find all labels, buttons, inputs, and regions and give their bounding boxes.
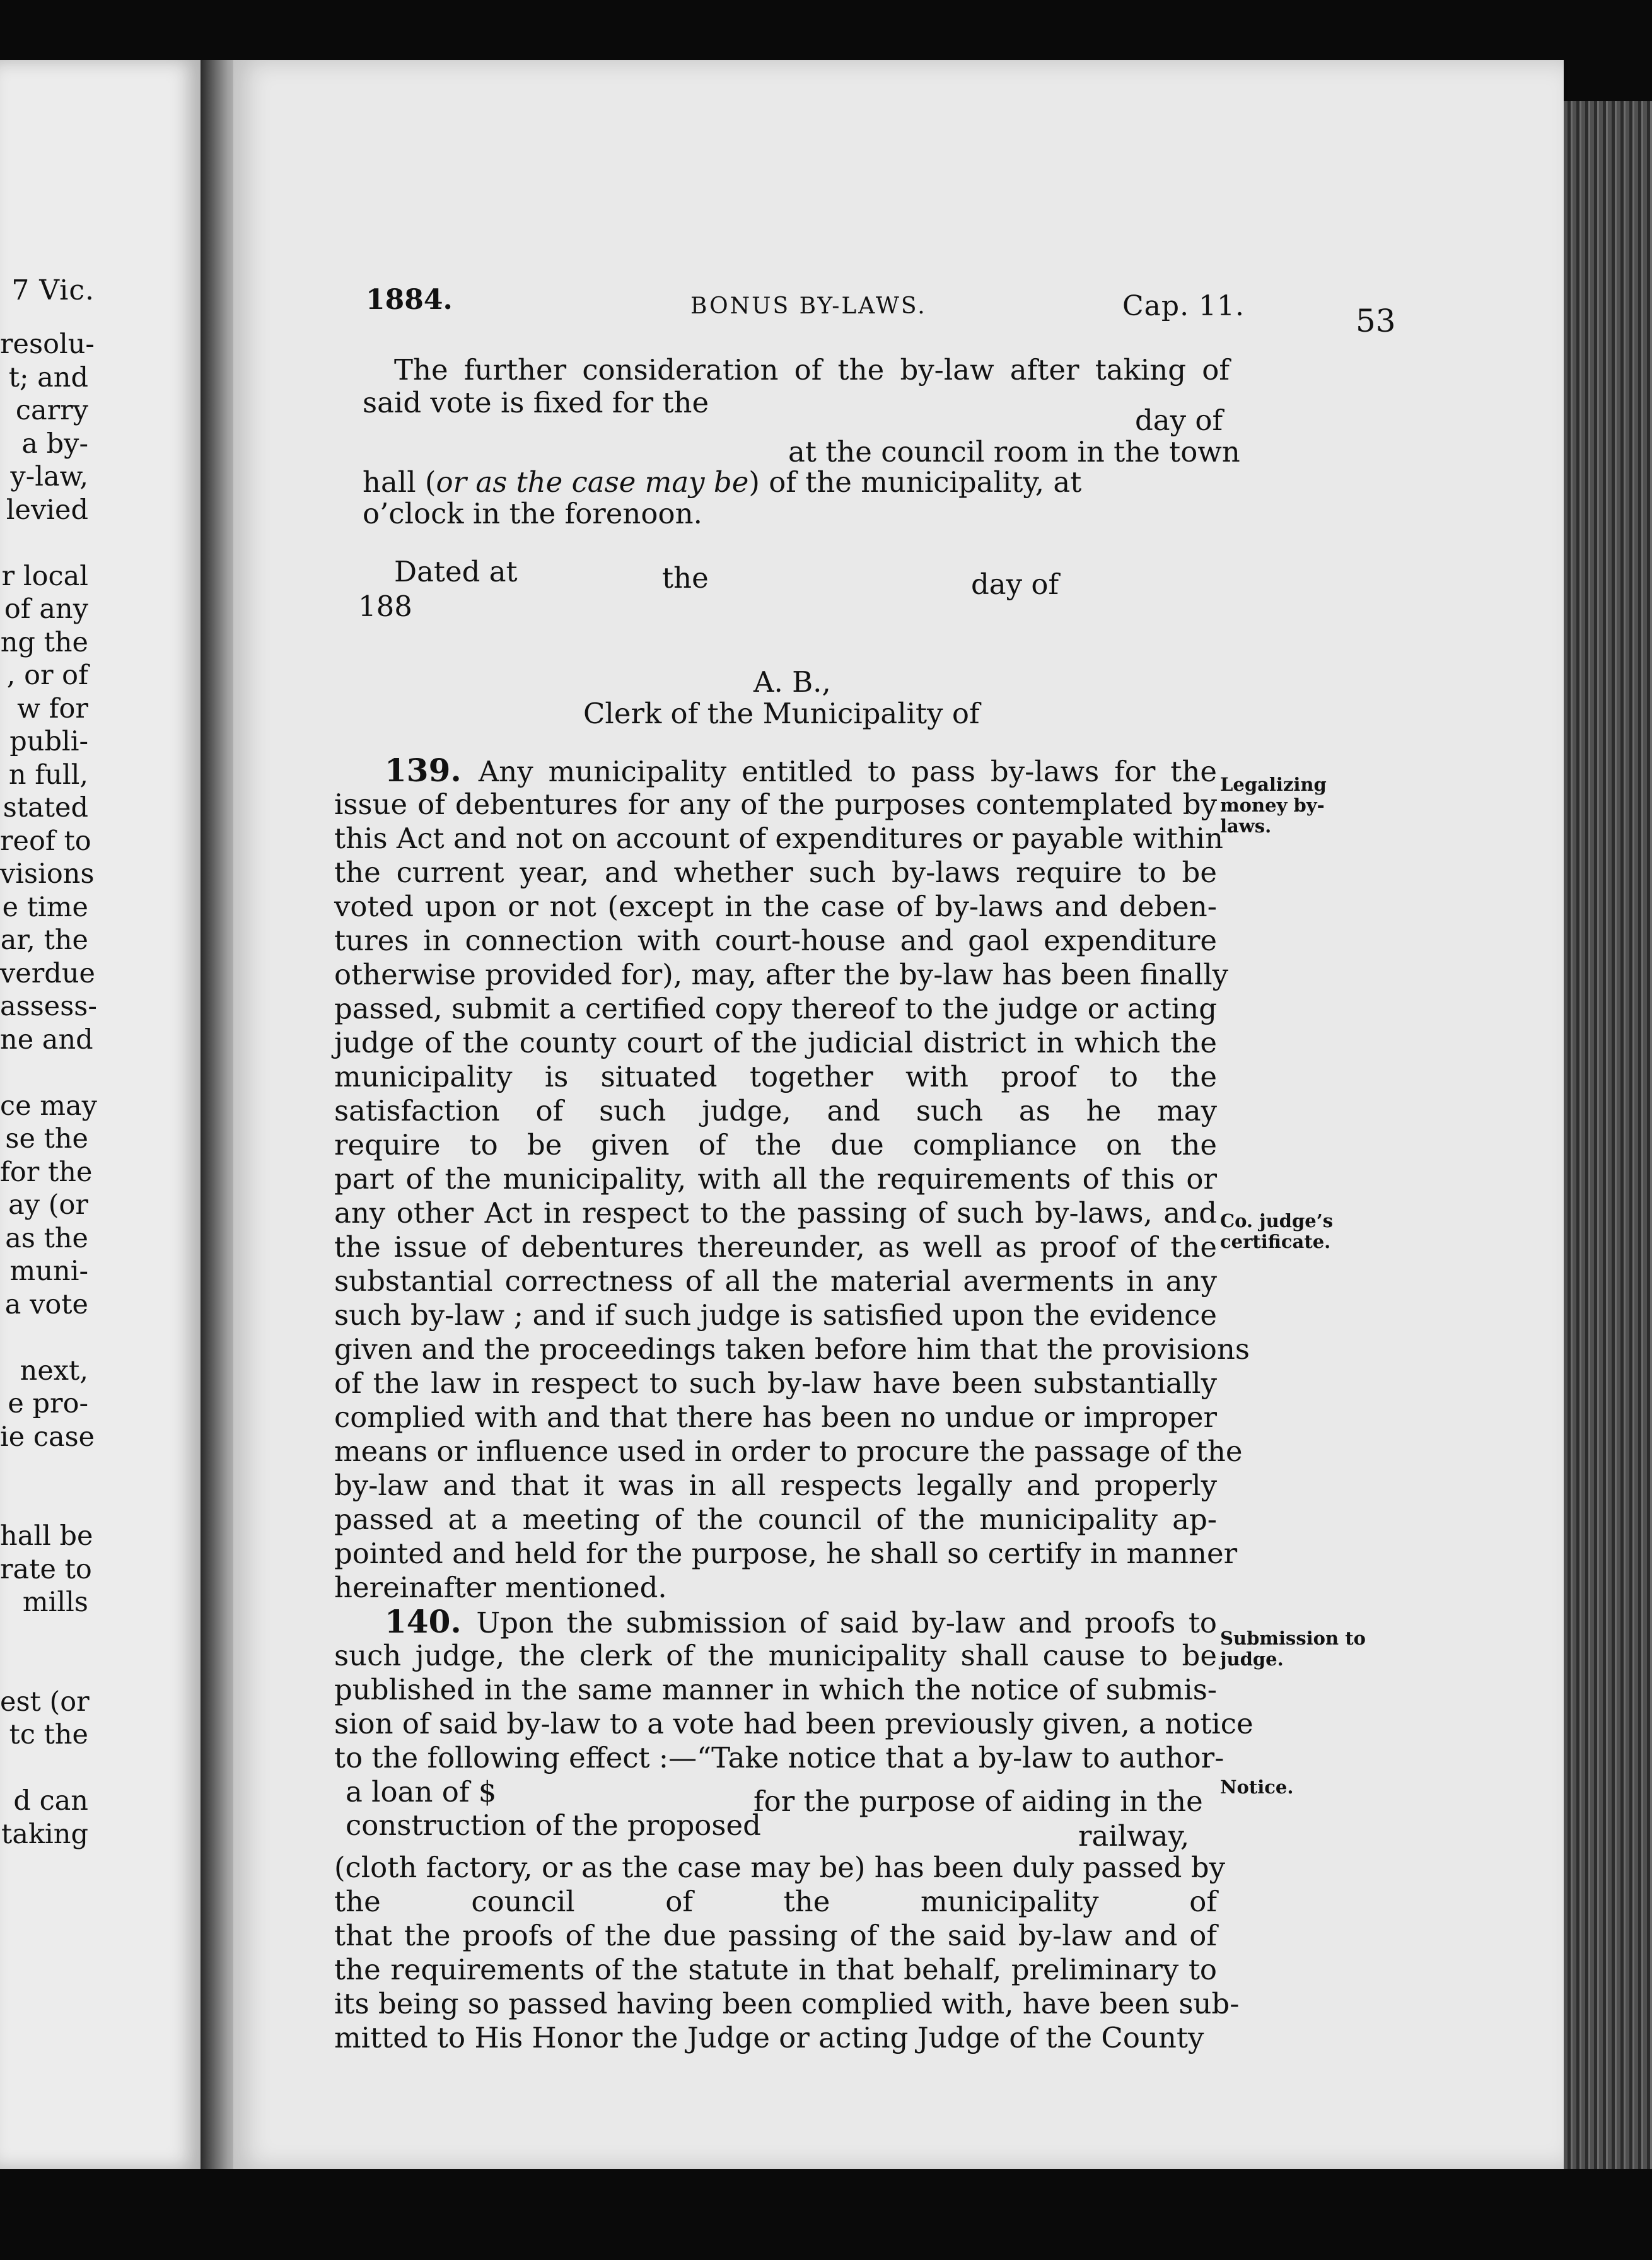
- text-line: tures in connection with court-house and gaol expenditure: [334, 924, 1217, 957]
- signature-title: Clerk of the Municipality of: [583, 697, 980, 730]
- left-page-line: rate to: [0, 1553, 92, 1585]
- left-page-line: resolu-: [0, 329, 95, 360]
- text-line-content: Upon the submission of said by-law and proofs to: [476, 1606, 1217, 1640]
- dated-year: 188: [358, 590, 412, 623]
- left-page-line: est (or: [0, 1686, 90, 1718]
- text-line: complied with and that there has been no undue or improper: [334, 1401, 1217, 1434]
- railway-text: railway,: [1078, 1819, 1190, 1853]
- left-page-line: visions: [0, 858, 95, 890]
- text-line: this Act and not on account of expenditures or payable within: [334, 822, 1223, 855]
- left-page-line: ay (or: [8, 1189, 88, 1221]
- text-line: hereinafter mentioned.: [334, 1571, 667, 1604]
- left-page-line: a vote: [4, 1288, 88, 1320]
- notice-line-text: hall (or as the case may be) of the municipality, at: [363, 465, 1082, 499]
- bottom-shadow: [201, 2169, 1652, 2260]
- dated-at-label: Dated at: [394, 555, 518, 588]
- text-line: [334, 1605, 1217, 1639]
- left-page-line: , or of: [6, 660, 88, 691]
- margin-note-legalizing: Legalizing money by-laws.: [1220, 774, 1327, 837]
- text-line-content: Any municipality entitled to pass by-laws for the: [478, 755, 1217, 788]
- page-edges: [1564, 101, 1652, 2169]
- text-line: pointed and held for the purpose, he shall so certify in manner: [334, 1537, 1238, 1570]
- text-line: require to be given of the due compliance on the: [334, 1128, 1217, 1162]
- text-line: its being so passed having been complied with, have been sub-: [334, 1987, 1240, 2020]
- left-page-line: mills: [22, 1587, 88, 1618]
- left-page-line: ne and: [0, 1023, 93, 1056]
- loan-purpose-text: for the purpose of aiding in the: [753, 1785, 1203, 1818]
- margin-note-submission: Submission to judge.: [1220, 1628, 1366, 1670]
- text-line: voted upon or not (except in the case of by-laws and deben-: [334, 890, 1217, 923]
- text-line: substantial correctness of all the material averments in any: [334, 1264, 1217, 1298]
- left-page-line: r local: [1, 560, 88, 592]
- text-line: satisfaction of such judge, and such as he may: [334, 1094, 1217, 1127]
- notice-line: at the council room in the town: [788, 435, 1240, 469]
- left-page-line: d can: [13, 1785, 88, 1817]
- left-page-line: carry: [15, 395, 88, 426]
- running-header-title: BONUS BY-LAWS.: [690, 293, 927, 319]
- signature-name: A. B.,: [753, 665, 831, 699]
- left-page-line: n full,: [8, 759, 88, 791]
- left-page-line: w for: [17, 692, 88, 725]
- left-page-line: taking: [1, 1818, 88, 1850]
- text-line: by-law and that it was in all respects legally and properly: [334, 1469, 1217, 1502]
- running-header-chapter: Cap. 11.: [1122, 290, 1245, 322]
- left-page-line: ie case: [0, 1421, 95, 1453]
- text-line: means or influence used in order to procure the passage of the: [334, 1435, 1243, 1468]
- page-number: 53: [1356, 303, 1396, 339]
- loan-amount-label: a loan of $: [346, 1775, 497, 1809]
- notice-line: said vote is fixed for the: [363, 386, 709, 419]
- text-line: part of the municipality, with all the requirements of this or: [334, 1162, 1217, 1196]
- left-page-line: ce may: [0, 1090, 97, 1122]
- left-page-line: of any: [4, 593, 88, 625]
- left-page-line: reof to: [0, 825, 91, 857]
- text-line: such by-law ; and if such judge is satisfied upon the evidence: [334, 1298, 1217, 1332]
- left-page-line: hall be: [0, 1520, 93, 1552]
- text-line: given and the proceedings taken before him that the provisions: [334, 1332, 1250, 1366]
- text-line: municipality is situated together with proof to the: [334, 1060, 1217, 1093]
- dated-the-label: the: [662, 561, 709, 595]
- text-line: mitted to His Honor the Judge or acting Judge of the County: [334, 2021, 1204, 2054]
- left-page-line: ar, the: [0, 924, 88, 956]
- left-page-line: as the: [5, 1222, 88, 1254]
- margin-note-co-judge-certificate: Co. judge’s certificate.: [1220, 1210, 1334, 1252]
- left-page-line: levied: [6, 494, 88, 526]
- text-line: published in the same manner in which the notice of submis-: [334, 1673, 1217, 1706]
- text-line: otherwise provided for), may, after the by-law has been finally: [334, 958, 1229, 991]
- notice-line: The further consideration of the by-law after taking of: [394, 353, 1230, 387]
- left-page-line: ng the: [0, 626, 88, 658]
- text-line: sion of said by-law to a vote had been previously given, a notice: [334, 1707, 1254, 1740]
- left-page-line: publi-: [9, 726, 88, 757]
- text-line: of the law in respect to such by-law have been substantially: [334, 1366, 1217, 1400]
- notice-line: o’clock in the forenoon.: [363, 497, 702, 530]
- left-page-line: verdue: [0, 957, 95, 989]
- running-header-year: 1884.: [366, 284, 453, 316]
- left-page-line: assess-: [0, 991, 97, 1022]
- notice-line: day of: [1135, 404, 1223, 437]
- section-140: [334, 1603, 1254, 1775]
- left-page-line: e time: [2, 891, 88, 923]
- margin-note-notice: Notice.: [1220, 1776, 1294, 1798]
- left-page-line: a by-: [21, 428, 88, 460]
- text-line: any other Act in respect to the passing of such by-laws, and: [334, 1196, 1217, 1230]
- left-page-line: stated: [3, 792, 88, 824]
- text-line: the requirements of the statute in that behalf, preliminary to: [334, 1953, 1217, 1986]
- left-page-line: muni-: [9, 1255, 88, 1287]
- left-page-line: e pro-: [8, 1388, 88, 1419]
- text-line: issue of debentures for any of the purposes contemplated by: [334, 788, 1217, 821]
- left-page-line: for the: [0, 1156, 93, 1188]
- text-line: the council of the municipality of: [334, 1885, 1217, 1918]
- left-page-line: next,: [20, 1354, 88, 1387]
- left-page-line: se the: [5, 1123, 88, 1155]
- text-line: the current year, and whether such by-laws require to be: [334, 856, 1217, 889]
- left-page-line: t; and: [8, 361, 88, 393]
- text-line: judge of the county court of the judicial district in which the: [334, 1026, 1217, 1059]
- construction-text: construction of the proposed: [346, 1809, 761, 1842]
- text-line: passed, submit a certified copy thereof to the judge or acting: [334, 992, 1217, 1025]
- section-number: 139.: [385, 752, 479, 789]
- text-line: passed at a meeting of the council of the municipality ap-: [334, 1503, 1217, 1536]
- left-page-line: tc the: [9, 1719, 88, 1750]
- text-line: the issue of debentures thereunder, as well as proof of the: [334, 1230, 1217, 1264]
- notice-line: [363, 465, 1081, 499]
- section-139: [334, 752, 1250, 1605]
- section-number: 140.: [385, 1603, 477, 1640]
- left-page-header: 7 Vic.: [11, 274, 95, 306]
- text-line: (cloth factory, or as the case may be) has been duly passed by: [334, 1851, 1226, 1884]
- dated-day-of-label: day of: [971, 568, 1059, 601]
- text-line: [334, 754, 1217, 788]
- left-page-line: y-law,: [10, 461, 88, 492]
- text-line: such judge, the clerk of the municipality shall cause to be: [334, 1639, 1217, 1672]
- section-140-continued: [334, 1851, 1240, 2055]
- text-line: to the following effect :—“Take notice that a by-law to author-: [334, 1741, 1224, 1774]
- text-line: that the proofs of the due passing of the said by-law and of: [334, 1919, 1217, 1952]
